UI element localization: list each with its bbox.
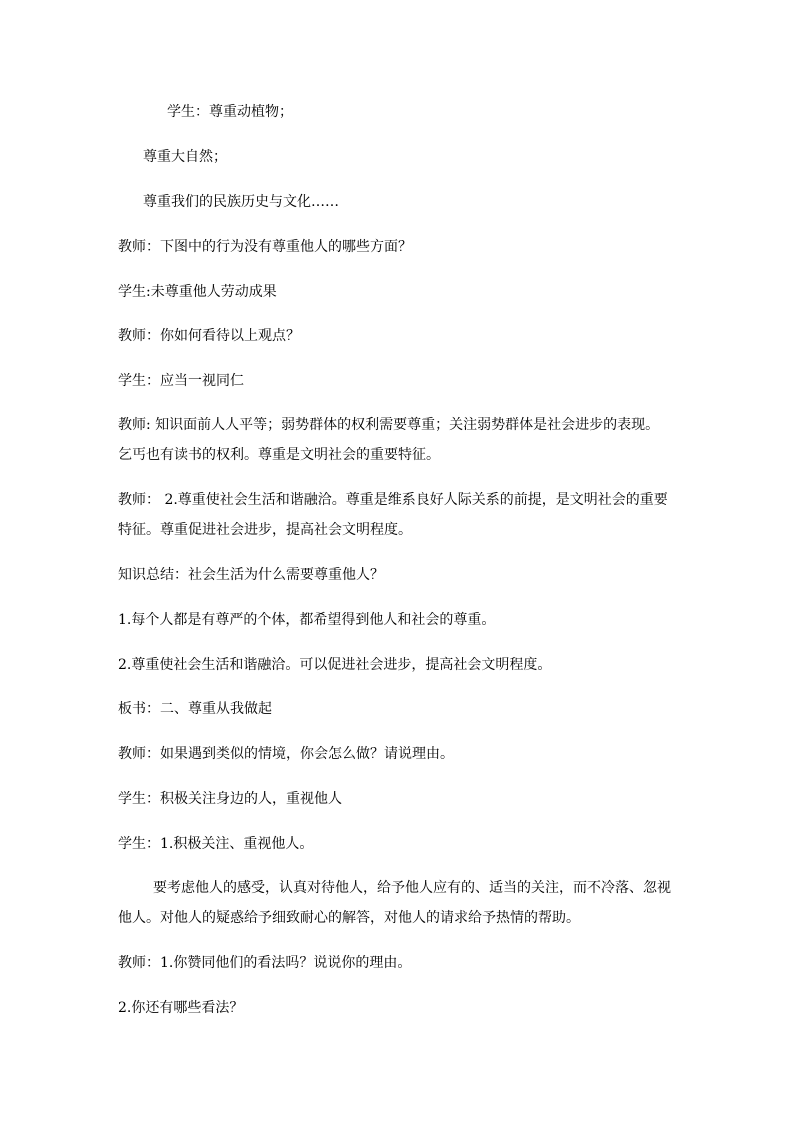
text-line-5: 学生:未尊重他人劳动成果 <box>118 284 277 300</box>
text-line-14: 2.尊重使社会生活和谐融洽。可以促进社会进步，提高社会文明程度。 <box>118 657 552 673</box>
text-line-10: 教师： 2.尊重使社会生活和谐融洽。尊重是维系良好人际关系的前提，是文明社会的重要 <box>118 492 668 508</box>
text-line-16: 教师：如果遇到类似的情境，你会怎么做？请说理由。 <box>118 746 454 762</box>
text-line-13: 1.每个人都是有尊严的个体，都希望得到他人和社会的尊重。 <box>118 612 496 628</box>
text-line-21: 教师：1.你赞同他们的看法吗？说说你的理由。 <box>118 955 412 971</box>
text-line-4: 教师：下图中的行为没有尊重他人的哪些方面？ <box>118 239 412 255</box>
text-line-20: 他人。对他人的疑惑给予细致耐心的解答，对他人的请求给予热情的帮助。 <box>118 910 580 926</box>
text-line-9: 乞丐也有读书的权利。尊重是文明社会的重要特征。 <box>118 447 440 463</box>
text-line-7: 学生：应当一视同仁 <box>118 373 244 389</box>
text-line-3: 尊重我们的民族历史与文化…… <box>143 194 339 210</box>
text-line-15: 板书：二、尊重从我做起 <box>118 701 272 717</box>
text-line-19: 要考虑他人的感受，认真对待他人，给予他人应有的、适当的关注，而不冷落、忽视 <box>153 880 671 896</box>
text-line-1: 学生：尊重动植物； <box>167 104 293 120</box>
text-line-2: 尊重大自然； <box>143 149 227 165</box>
text-line-22: 2.你还有哪些看法？ <box>118 1000 244 1016</box>
text-line-18: 学生：1.积极关注、重视他人。 <box>118 836 314 852</box>
text-line-6: 教师：你如何看待以上观点？ <box>118 328 300 344</box>
text-line-12: 知识总结：社会生活为什么需要尊重他人？ <box>118 567 384 583</box>
text-line-17: 学生：积极关注身边的人，重视他人 <box>118 791 342 807</box>
text-line-11: 特征。尊重促进社会进步，提高社会文明程度。 <box>118 522 412 538</box>
text-line-8: 教师: 知识面前人人平等；弱势群体的权利需要尊重；关注弱势群体是社会进步的表现。 <box>118 417 660 433</box>
